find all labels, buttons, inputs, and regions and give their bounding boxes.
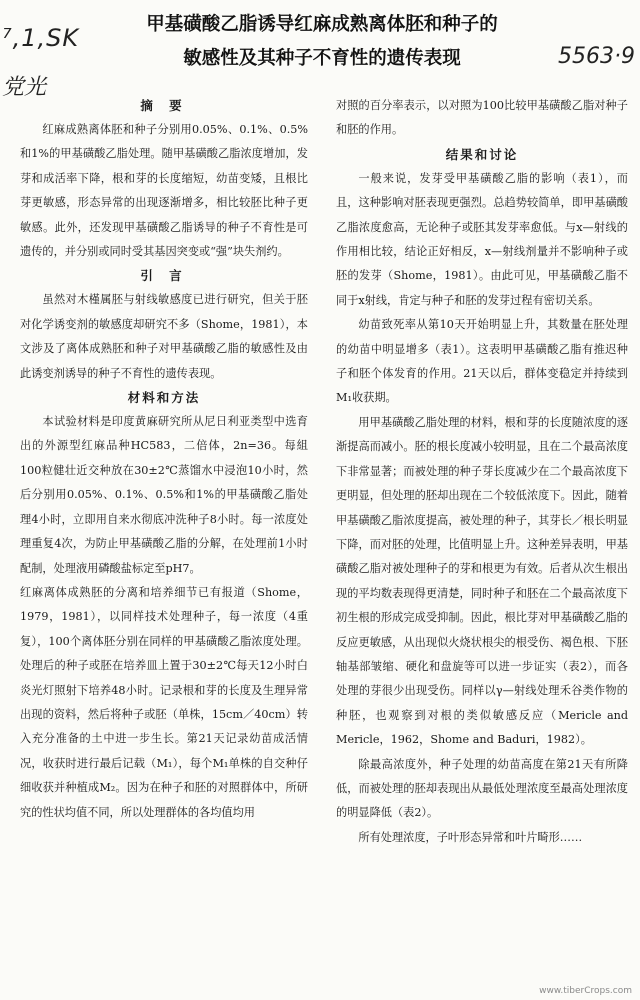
methods-heading: 材料和方法 [127, 390, 201, 406]
results-paragraph-3: 用甲基磺酸乙脂处理的材料，根和芽的长度随浓度的逐渐提高而减小。胚的根长度减小较明显，且在二个最高浓度下非常显著；而被处理的种子芽长度减少在二个最高浓度下更明显，但处理的胚却出现在二个较低浓度下。因此，随着甲基磺酸乙脂浓度提高，被处理的种子，其芽长／根长明显下降，而对胚的处理，比值明显上升。这种差异表明，甲基磺酸乙脂对被处理种子的芽和根更为有效。后者从次生根出现的平均数表现得更清楚，同时种子和胚在二个最高浓度下初生根的形成完成受抑制。因此，根比芽对甲基磺酸乙脂的反应更敏感，从出现似火烧状根尖的根受伤、褐色根、下胚轴基部皱缩、硬化和盘旋等可以进一步证实（表2），而各处理的芽很少出现受伤。同样以γ—射线处理禾谷类作物的种胚，也观察到对根的类似敏感反应（Mericle and Mericle，1962，Shome and Baduri，1982）。 [336, 415, 628, 747]
paper-title [82, 8, 562, 76]
watermark-url: www.tiberCrops.com [539, 986, 632, 996]
handwritten-note-top-right: 5563·9 [558, 44, 635, 69]
results-paragraph-2: 幼苗致死率从第10天开始明显上升，其数量在胚处理的幼苗中明显增多（表1）。这表明甲基磺酸乙脂有推迟种子和胚个体发育的作用。21天以后，群体变稳定并持续到M₁收获期。 [336, 318, 628, 405]
abstract-text: 红麻成熟离体胚和种子分别用0.05%、0.1%、0.5%和1%的甲基磺酸乙脂处理。随甲基磺酸乙脂浓度增加，发芽和成活率下降，根和芽的长度缩短，幼苗变矮，且根比芽更敏感，形态异常的出现逐渐增多，相比较胚比种子更敏感。此外，还发现甲基磺酸乙脂诱导的种子不育性是可遗传的，并分别或同时受其基因突变或“强”块失剂约。 [20, 123, 308, 259]
title-line-1: 甲基磺酸乙脂诱导红麻成熟离体胚和种子的 [146, 14, 498, 35]
right-column [336, 94, 628, 850]
results-paragraph-4: 除最高浓度外，种子处理的幼苗高度在第21天有所降低，而被处理的胚却表现出从最低处理浓度至最高处理浓度的明显降低（表2）。 [336, 757, 628, 820]
handwritten-note-left: 党光 [2, 75, 47, 100]
title-line-2: 敏感性及其种子不育性的遗传表现 [183, 48, 461, 69]
abstract-heading: 摘 要 [140, 98, 188, 113]
methods-text-2: 红麻离体成熟胚的分离和培养细节已有报道（Shome，1979，1981），以同样技术处理种子，每一浓度（4重复），100个离体胚分别在同样的甲基磺酸乙脂浓度处理。处理后的种子或胚在培养皿上置于30±2℃每天12小时白炎光灯照射下培养48小时。记录根和芽的长度及生理异常出现的资料，然后将种子或胚（单株，15cm／40cm）转入充分准备的土中进一步生长。第21天记录幼苗成活情况，收获时进行最后记载（M₁），每个M₁单株的自交种仔细收获并种植成M₂。因为在种子和胚的对照群体中，所研究的性状均值不同，所以处理群体的各均值均用 [20, 585, 308, 819]
left-column [20, 94, 308, 825]
methods-continued-text: 对照的百分率表示，以对照为100比较甲基磺酸乙脂对种子和胚的作用。 [336, 99, 628, 137]
results-paragraph-1: 一般来说，发芽受甲基磺酸乙脂的影响（表1），而且，这种影响对胚表现更强烈。总趋势较简单，即甲基磺酸乙脂浓度愈高，无论种子或胚其发芽率愈低。与x—射线的作用相比较，结论正好相反，x—射线剂量并不影响种子或胚的发芽（Shome，1981）。由此可见，甲基磺酸乙脂不同于x射线，肯定与种子和胚的发芽过程有密切关系。 [336, 171, 628, 307]
intro-text: 虽然对木槿属胚与射线敏感度已进行研究，但关于胚对化学诱变剂的敏感度却研究不多（Shome，1981），本文涉及了离体成熟胚和种子对甲基磺酸乙脂的敏感性及由此诱变剂诱导的种子不育性的遗传表现。 [20, 293, 308, 380]
handwritten-note-top-left: ⁷,1,SK [2, 24, 80, 52]
intro-heading: 引 言 [140, 268, 188, 284]
methods-text-1: 本试验材料是印度黄麻研究所从尼日利亚类型中选育出的外源型红麻品种HC583，二倍体，2n=36。每組100粒健壮近交种放在30±2℃蒸馏水中浸泡10小时，然后分别用0.05%、0.1%、0.5%和1%的甲基磺酸乙脂处理4小时，立即用自来水彻底冲洗种子8小时。每一浓度处理重复4次，为防止甲基磺酸乙脂的分解，在处理前1小时配制，处理液用磷酸盐标定至pH7。 [20, 415, 308, 575]
results-paragraph-5: 所有处理浓度，子叶形态异常和叶片畸形…… [358, 830, 583, 844]
results-heading: 结果和讨论 [445, 146, 519, 162]
